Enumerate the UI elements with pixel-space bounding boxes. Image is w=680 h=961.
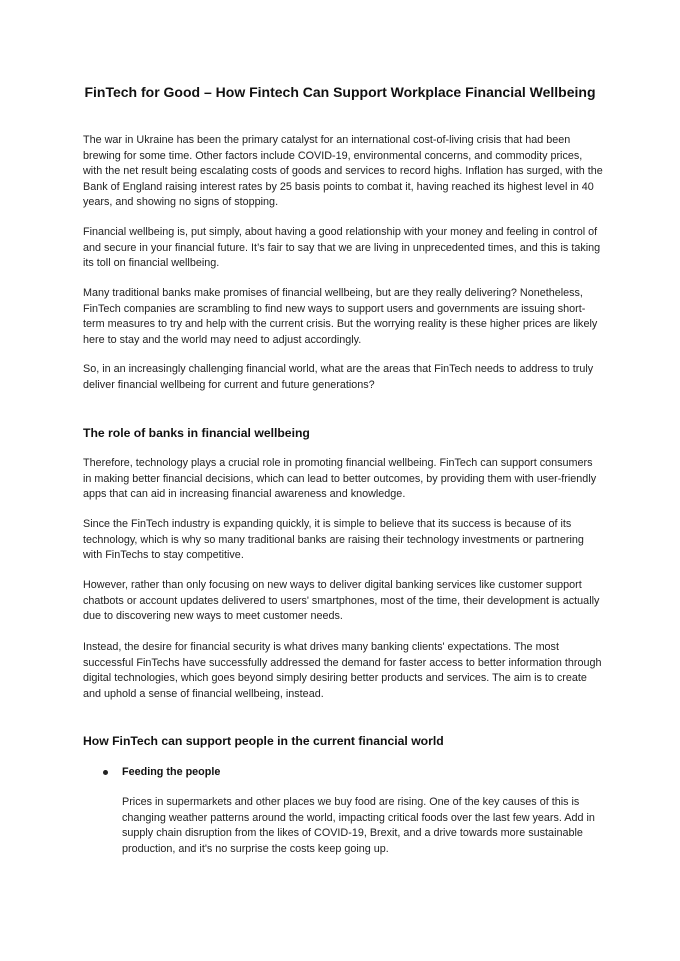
intro-paragraph-3: Many traditional banks make promises of financial wellbeing, but are they really delivering? Nonetheless, FinTech companies are scrambling to find new ways to support users and governments are issuing short-term measures to try and help with the current crisis. But the worrying reality is these higher prices are likely here to stay and the world may need to adjust accordingly. [83,287,598,346]
intro-paragraph-1: The war in Ukraine has been the primary catalyst for an international cost-of-living crisis that had been brewing for some time. Other factors include COVID-19, environmental concerns, and commodity prices, with the net result being escalating costs of goods and services to record highs. Inflation has surged, with the Bank of England raising interest rates by 25 basis points to combat it, having reached its highest level in 40 years, and showing no signs of stopping. [83,134,603,209]
bullet-item-feeding-the-people [103,765,603,781]
intro-paragraph-2: Financial wellbeing is, put simply, about having a good relationship with your money and feeling in control of and secure in your financial future. It’s fair to say that we are living in unprecedented times, and this is taking its toll on financial wellbeing. [83,226,601,270]
section-heading-how-fintech-can-support: How FinTech can support people in the current financial world [83,734,444,748]
section1-paragraph-3: However, rather than only focusing on new ways to deliver digital banking services like customer support chatbots or account updates delivered to users' smartphones, most of the time, their development is actually due to discovering new ways to meet customer needs. [83,579,600,623]
section1-paragraph-4: Instead, the desire for financial security is what drives many banking clients' expectations. The most successful FinTechs have successfully addressed the demand for faster access to better information through digital technologies, which goes beyond simply desiring better products and services. The aim is to create and uphold a sense of financial wellbeing, instead. [83,641,602,700]
section-heading-role-of-banks: The role of banks in financial wellbeing [83,426,310,440]
section1-paragraph-1: Therefore, technology plays a crucial role in promoting financial wellbeing. FinTech can support consumers in making better financial decisions, which can lead to better outcomes, by providing them with user-friendly apps that can aid in increasing financial awareness and knowledge. [83,457,597,501]
bullet-paragraph: Prices in supermarkets and other places we buy food are rising. One of the key causes of this is changing weather patterns around the world, impacting critical foods over the last few years. Add in supply chain disruption from the likes of COVID-19, Brexit, and a drive towards more sustainable production, and it's no surprise the costs keep going up. [122,796,595,855]
intro-paragraph-4: So, in an increasingly challenging financial world, what are the areas that FinTech needs to address to truly deliver financial wellbeing for current and future generations? [83,363,594,391]
document-title: FinTech for Good – How Fintech Can Support Workplace Financial Wellbeing [84,84,596,100]
bullet-label: Feeding the people [122,766,221,778]
section1-paragraph-2: Since the FinTech industry is expanding quickly, it is simple to believe that its success is because of its technology, which is why so many traditional banks are raising their technology investments or partnering with FinTechs to stay competitive. [83,518,584,562]
bullet-dot-icon [103,770,108,775]
